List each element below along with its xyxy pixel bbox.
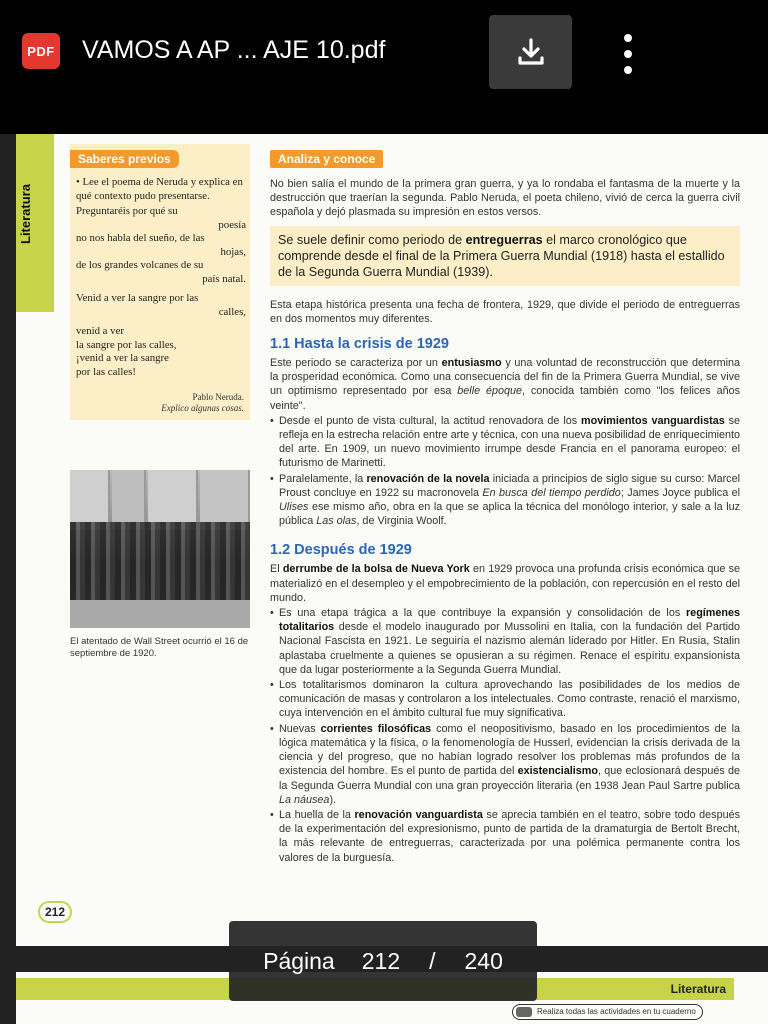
- poem-attribution: Pablo Neruda. Explico algunas cosas.: [161, 392, 244, 413]
- page-indicator-label: Página: [263, 947, 335, 974]
- document-title: VAMOS A AP ... AJE 10.pdf: [82, 36, 386, 64]
- pdf-file-icon: PDF: [22, 33, 60, 69]
- photo-caption: El atentado de Wall Street ocurrió el 16 de septiembre de 1920.: [70, 636, 249, 659]
- definition-box: Se suele definir como periodo de entreguerras el marco cronológico que comprende desde el final de la Primera Guerra Mundial (1918) hasta el estallido de la Segunda Guerra Mundial (1939).: [270, 226, 740, 286]
- side-tab-label: Literatura: [18, 184, 33, 244]
- frontier-paragraph: Esta etapa histórica presenta una fecha de frontera, 1929, que divide el periodo de entreguerras en dos momentos muy diferentes.: [270, 298, 740, 325]
- download-icon: [513, 34, 549, 70]
- download-button[interactable]: [489, 15, 572, 89]
- notebook-note: Realiza todas las actividades en tu cuaderno: [512, 1004, 703, 1020]
- section1-paragraph: Este periodo se caracteriza por un entusiasmo y una voluntad de reconstrucción que determina la prosperidad económica. Como una consecuencia del fin de la Primera Guerra Mundial, se vive un optimismo representado por esa belle époque, conocida también como "los felices años veinte".: [270, 357, 741, 412]
- top-app-bar: [0, 0, 768, 134]
- section-heading-1: 1.1 Hasta la crisis de 1929: [270, 336, 449, 353]
- next-page-section-label: Literatura: [670, 982, 726, 996]
- main-column: [270, 150, 740, 866]
- section2-list: [270, 606, 740, 865]
- current-page: 212: [361, 947, 401, 974]
- saberes-previos-box: [70, 144, 250, 420]
- list-item: • Paralelamente, la renovación de la novela iniciada a principios de siglo sigue su curso: Marcel Proust concluye en 1922 su macronovela En busca del tiempo perdido; James Joyce publica el Ulises ese mismo año, obra en la que se aplica la técnica del monólogo interior, y sale a la luz pública Las olas, de Virginia Woolf.: [270, 472, 740, 529]
- wall-street-photo: [70, 470, 250, 628]
- intro-paragraph: No bien salía el mundo de la primera gran guerra, y ya lo rondaba el fantasma de la muerte y la destrucción que traerían la segunda. Pablo Neruda, el poeta chileno, vivió de cerca la guerra civil española y dejó plasmada su impresión en estos versos.: [270, 178, 740, 219]
- list-item: • Los totalitarismos dominaron la cultura aprovechando las posibilidades de los medios de comunicación de masas y controlaron a los intelectuales. Como contraste, renació el marxismo, cuya intervención en el ámbito cultural fue muy significativa.: [270, 678, 740, 721]
- page-number-badge: 212: [38, 901, 72, 923]
- section1-list: [270, 414, 740, 529]
- analiza-heading: Analiza y conoce: [270, 150, 383, 168]
- notebook-icon: [516, 1007, 532, 1017]
- more-vert-icon: [624, 34, 632, 42]
- section2-paragraph: El derrumbe de la bolsa de Nueva York en 1929 provoca una profunda crisis económica que se materializó en el desempleo y el empobrecimiento de la población, con repercusión en el resto del mundo.: [270, 563, 740, 604]
- total-pages: 240: [464, 947, 503, 974]
- list-item: • Desde el punto de vista cultural, la actitud renovadora de los movimientos vanguardistas se refleja en la estrecha relación entre arte y técnica, con una nueva posibilidad de enriquecimiento del arte. En 1909, un nuevo movimiento irrumpe desde Francia en el panorama europeo: el futurismo de Marinetti.: [270, 414, 740, 471]
- section-heading-2: 1.2 Después de 1929: [270, 542, 412, 559]
- list-item: • Es una etapa trágica a la que contribuye la expansión y consolidación de los regímenes totalitarios desde el modelo inaugurado por Mussolini en Italia, con la fundación del Partido Nacional Fascista en 1921. Le seguiría el nazismo alemán liderado por Hitler. En Rusia, Stalin aplastaba cruelmente a quienes se opusieran a su régimen. Renace el espíritu expansionista que da lugar posteriormente a la Segunda Guerra Mundial.: [270, 606, 740, 677]
- page-indicator: [229, 921, 537, 1001]
- list-item: • Nuevas corrientes filosóficas como el neopositivismo, basado en los procedimientos de la lógica matemática y la física, o la fenomenología de Husserl, evidencian la crisis derivada de la ciencia y del progreso, que no habían logrado resolver los problemas más profundos de la existencia del hombre. Es el punto de partida del existencialismo, que eclosionará después de la Segunda Guerra Mundial con una gran proyección literaria (en 1938 Jean Paul Sartre publica La náusea).: [270, 722, 740, 807]
- saberes-intro: • Lee el poema de Neruda y explica en qué contexto pudo presentarse.: [76, 176, 243, 202]
- section-side-tab: [16, 134, 54, 312]
- poem: Preguntaréis por qué su poesía no nos habla del sueño, de las hojas, de los grandes volcanes de su país natal. Venid a ver la sangre por las calles, venid a ver la sangre por las calles, ¡venid a ver la sangre por las calles!: [76, 205, 246, 378]
- list-item: • La huella de la renovación vanguardista se aprecia también en el teatro, sobre todo después de la experimentación del expresionismo, punto de partida de la dramaturgia de Bertolt Brecht, la más relevante de entreguerras, caracterizada por una polémica permanente contra los valores de la burguesía.: [270, 808, 740, 865]
- saberes-heading: Saberes previos: [70, 150, 179, 168]
- more-options-button[interactable]: [612, 34, 644, 74]
- page-separator: /: [429, 947, 436, 974]
- pdf-page[interactable]: [16, 134, 768, 946]
